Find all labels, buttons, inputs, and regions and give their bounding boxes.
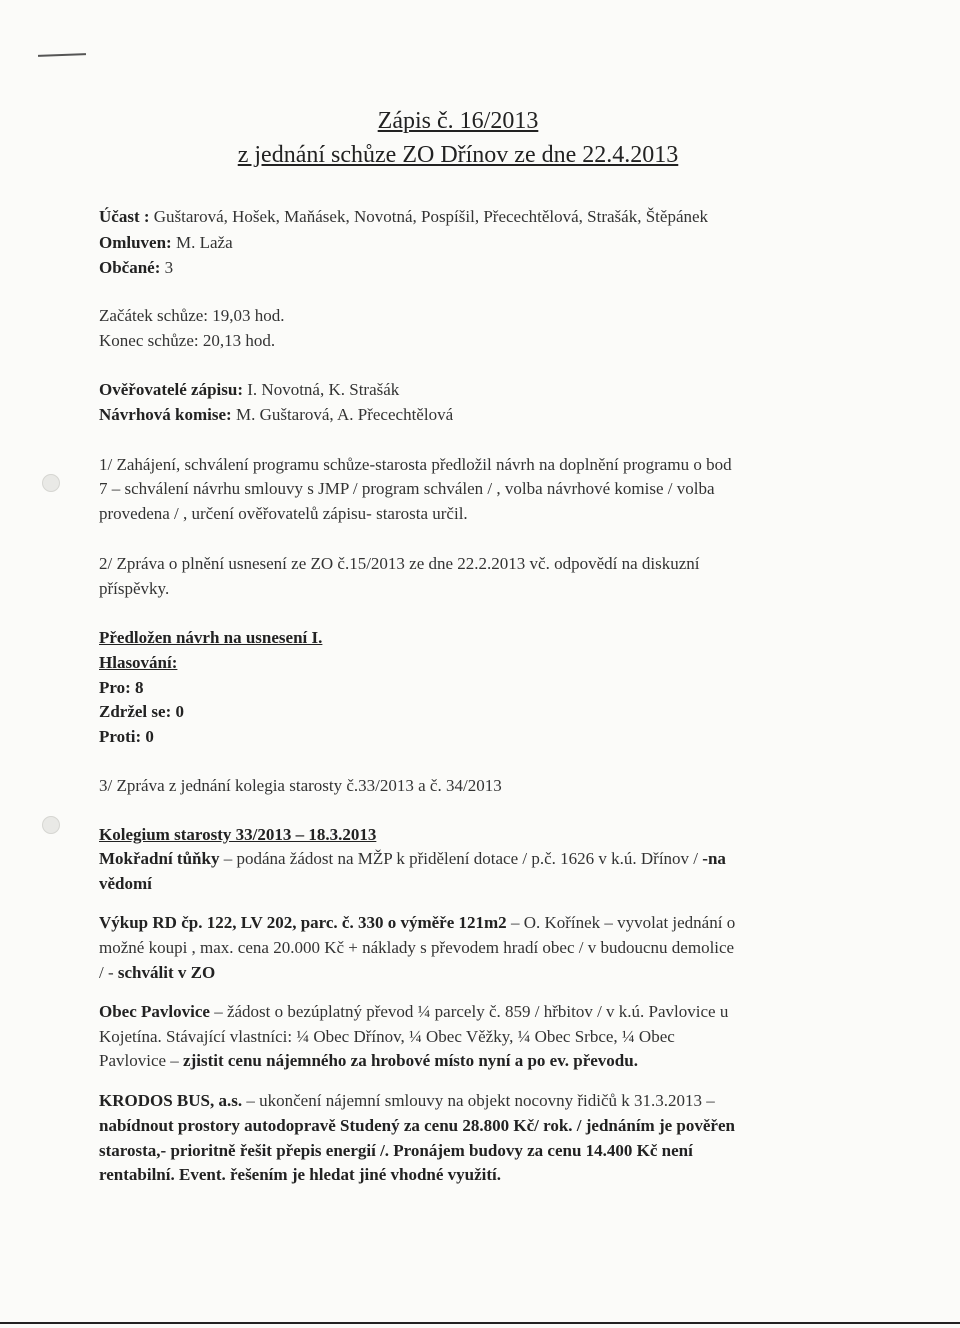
krodos-title: KRODOS BUS, a.s.	[99, 1091, 243, 1110]
kolegium-vykup	[99, 912, 735, 934]
verifiers-label: Ověřovatelé zápisu:	[99, 380, 243, 399]
krodos-line4: rentabilní. Event. řešením je hledat jiné vhodné využití.	[99, 1165, 502, 1184]
tunky-tail: -na	[702, 849, 726, 868]
proposal-committee	[99, 404, 453, 426]
kolegium-obec	[99, 1001, 728, 1023]
item3: 3/ Zpráva z jednání kolegia starosty č.33/2013 a č. 34/2013	[99, 776, 502, 795]
punch-hole	[42, 816, 60, 834]
obec-text: – žádost o bezúplatný převod ¼ parcely č. 859 / hřbitov / v k.ú. Pavlovice u	[209, 1002, 729, 1021]
committee-value: M. Guštarová, A. Přecechtělová	[235, 405, 454, 424]
obec-line2: Kojetína. Stávající vlastníci: ¼ Obec Dřínov, ¼ Obec Věžky, ¼ Obec Srbce, ¼ Obec	[99, 1027, 675, 1046]
vykup-line2: možné koupi , max. cena 20.000 Kč + náklady s převodem hradí obec / v budoucnu demolice	[99, 938, 735, 957]
attendance-present-label: Účast :	[99, 207, 150, 226]
item1-line: provedena / , určení ověřovatelů zápisu- starosta určil.	[99, 504, 468, 523]
attendance-present-value: Guštarová, Hošek, Maňásek, Novotná, Pospíšil, Přecechtělová, Strašák, Štěpánek	[153, 207, 709, 226]
krodos-text: – ukončení nájemní smlouvy na objekt nocovny řidičů k 31.3.2013 –	[242, 1091, 715, 1110]
kolegium-heading: Kolegium starosty 33/2013 – 18.3.2013	[99, 825, 377, 844]
obec-line3-prefix: Pavlovice –	[99, 1051, 184, 1070]
attendance-citizens-value: 3	[164, 258, 174, 277]
krodos-line2: nabídnout prostory autodopravě Studený za cenu 28.800 Kč/ rok. / jednáním je pověřen	[99, 1116, 735, 1135]
tunky-title: Mokřadní tůňky	[99, 849, 220, 868]
vote-pro: Pro: 8	[99, 678, 144, 697]
item2-line: příspěvky.	[99, 579, 170, 598]
attendance-citizens	[99, 257, 173, 279]
vykup-line3-bold: schválit v ZO	[117, 963, 216, 982]
meeting-end: Konec schůze: 20,13 hod.	[99, 331, 276, 350]
meeting-start: Začátek schůze: 19,03 hod.	[99, 306, 285, 325]
attendance-excused	[99, 232, 233, 254]
verifiers-value: I. Novotná, K. Strašák	[247, 380, 400, 399]
kolegium-tunky	[99, 848, 726, 870]
document-title: Zápis č. 16/2013	[377, 108, 539, 134]
vote-against: Proti: 0	[99, 727, 154, 746]
verifiers	[99, 379, 399, 401]
attendance-excused-label: Omluven:	[99, 233, 172, 252]
document-subtitle: z jednání schůze ZO Dřínov ze dne 22.4.2013	[237, 142, 679, 168]
vykup-line3-prefix: / -	[99, 963, 118, 982]
vykup-title: Výkup RD čp. 122, LV 202, parc. č. 330 o výměře 121m2	[99, 913, 507, 932]
vote-heading: Hlasování:	[99, 653, 178, 672]
committee-label: Návrhová komise:	[99, 405, 232, 424]
obec-title: Obec Pavlovice	[99, 1002, 210, 1021]
attendance-present	[99, 206, 708, 228]
vote-proposal: Předložen návrh na usnesení I.	[99, 628, 323, 647]
item2-line: 2/ Zpráva o plnění usnesení ze ZO č.15/2013 ze dne 22.2.2013 vč. odpovědí na diskuzní	[99, 554, 700, 573]
obec-line3-bold: zjistit cenu nájemného za hrobové místo nyní a po ev. převodu.	[183, 1051, 638, 1070]
attendance-citizens-label: Občané:	[99, 258, 161, 277]
vykup-text: – O. Kořínek – vyvolat jednání o	[506, 913, 736, 932]
tunky-line2: vědomí	[99, 874, 152, 893]
item1-line: 7 – schválení návrhu smlouvy s JMP / program schválen / , volba návrhové komise / volba	[99, 479, 715, 498]
tunky-text: – podána žádost na MŽP k přidělení dotace / p.č. 1626 v k.ú. Dřínov /	[219, 849, 703, 868]
krodos-line3: starosta,- prioritně řešit přepis energií /. Pronájem budovy za cenu 14.400 Kč není	[99, 1141, 693, 1160]
kolegium-krodos	[99, 1090, 715, 1112]
vykup-line3	[99, 962, 215, 984]
punch-hole	[42, 474, 60, 492]
attendance-excused-value: M. Laža	[175, 233, 233, 252]
obec-line3	[99, 1050, 638, 1072]
item1-line: 1/ Zahájení, schválení programu schůze-starosta předložil návrh na doplnění programu o bod	[99, 455, 732, 474]
scan-edge	[0, 1322, 960, 1324]
pen-mark	[38, 53, 86, 57]
vote-abstain: Zdržel se: 0	[99, 702, 184, 721]
